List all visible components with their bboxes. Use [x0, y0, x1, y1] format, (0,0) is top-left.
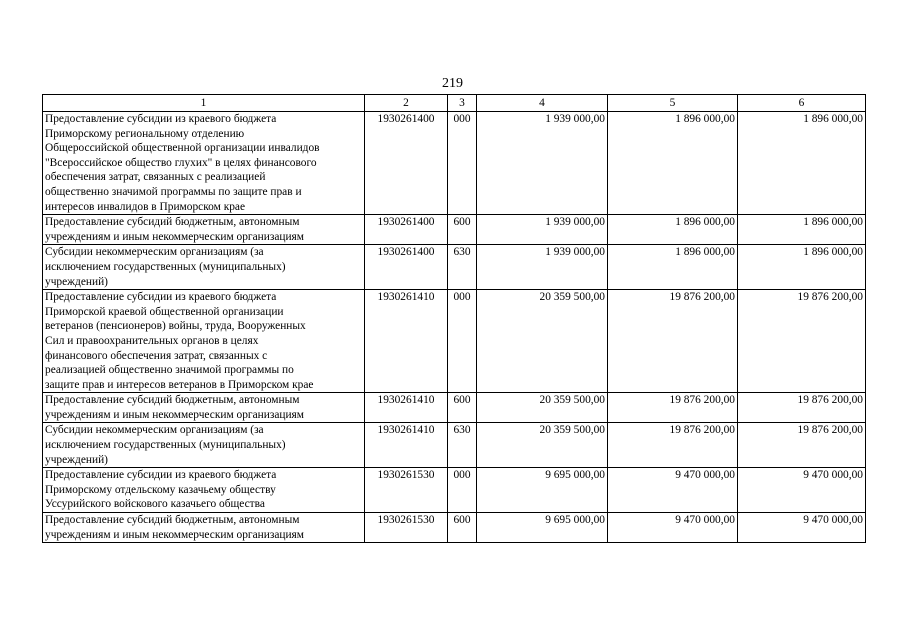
table-row — [43, 290, 866, 393]
row-amount-4: 1 939 000,00 — [477, 215, 608, 245]
row-amount-4: 1 939 000,00 — [477, 245, 608, 290]
column-header-4: 4 — [477, 95, 608, 112]
row-amount-4: 9 695 000,00 — [477, 513, 608, 543]
row-name-line: Общероссийской общественной организации инвалидов — [45, 142, 320, 155]
row-code: 1930261400 — [365, 215, 448, 245]
row-name — [43, 112, 365, 215]
row-name-line: интересов инвалидов в Приморском крае — [45, 200, 246, 213]
row-type: 600 — [448, 393, 477, 423]
row-name-line: Предоставление субсидий бюджетным, автономным — [45, 216, 300, 229]
row-name-line: Субсидии некоммерческим организациям (за — [45, 424, 264, 437]
row-name-line: учреждений) — [45, 275, 108, 288]
row-type: 630 — [448, 423, 477, 468]
row-name — [43, 423, 365, 468]
row-name-line: Предоставление субсидий бюджетным, автономным — [45, 514, 300, 527]
row-name — [43, 290, 365, 393]
row-amount-6: 9 470 000,00 — [738, 513, 866, 543]
table-row — [43, 112, 866, 215]
row-name — [43, 513, 365, 543]
row-name-line: общественно значимой программы по защите прав и — [45, 185, 302, 198]
table-row — [43, 393, 866, 423]
table-row — [43, 513, 866, 543]
row-amount-4: 20 359 500,00 — [477, 393, 608, 423]
row-code: 1930261400 — [365, 112, 448, 215]
row-amount-5: 19 876 200,00 — [608, 393, 738, 423]
table-body — [43, 112, 866, 543]
row-name-line: ветеранов (пенсионеров) войны, труда, Вооруженных — [45, 320, 306, 333]
row-name-line: Приморскому отдельскому казачьему обществу — [45, 483, 276, 496]
table-row — [43, 245, 866, 290]
row-amount-6: 19 876 200,00 — [738, 423, 866, 468]
row-type: 000 — [448, 468, 477, 513]
row-amount-6: 1 896 000,00 — [738, 112, 866, 215]
row-code: 1930261530 — [365, 513, 448, 543]
row-amount-5: 1 896 000,00 — [608, 245, 738, 290]
row-type: 600 — [448, 513, 477, 543]
row-amount-5: 19 876 200,00 — [608, 423, 738, 468]
row-name-line: Предоставление субсидий бюджетным, автономным — [45, 394, 300, 407]
row-name — [43, 468, 365, 513]
row-name — [43, 393, 365, 423]
row-name-line: Предоставление субсидии из краевого бюджета — [45, 291, 277, 304]
page-number: 219 — [442, 76, 463, 91]
row-name-line: "Всероссийское общество глухих" в целях финансового — [45, 156, 317, 169]
row-name-line: исключением государственных (муниципальных) — [45, 439, 286, 452]
row-amount-6: 1 896 000,00 — [738, 215, 866, 245]
budget-table — [42, 94, 866, 543]
row-name-line: учреждениям и иным некоммерческим организациям — [45, 230, 305, 243]
row-code: 1930261400 — [365, 245, 448, 290]
row-name-line: учреждений) — [45, 453, 108, 466]
row-amount-6: 19 876 200,00 — [738, 290, 866, 393]
row-name-line: учреждениям и иным некоммерческим организациям — [45, 408, 305, 421]
row-amount-5: 9 470 000,00 — [608, 513, 738, 543]
row-name-line: Приморской краевой общественной организации — [45, 305, 284, 318]
row-type: 600 — [448, 215, 477, 245]
row-type: 630 — [448, 245, 477, 290]
row-name-line: исключением государственных (муниципальных) — [45, 260, 286, 273]
row-amount-5: 1 896 000,00 — [608, 215, 738, 245]
row-code: 1930261410 — [365, 423, 448, 468]
row-name-line: Уссурийского войскового казачьего общества — [45, 498, 265, 511]
row-name-line: учреждениям и иным некоммерческим организациям — [45, 528, 305, 541]
column-header-3: 3 — [448, 95, 477, 112]
row-code: 1930261410 — [365, 393, 448, 423]
row-code: 1930261410 — [365, 290, 448, 393]
column-header-6: 6 — [738, 95, 866, 112]
table-row — [43, 215, 866, 245]
row-name — [43, 245, 365, 290]
row-amount-4: 1 939 000,00 — [477, 112, 608, 215]
row-amount-5: 9 470 000,00 — [608, 468, 738, 513]
row-name-line: обеспечения затрат, связанных с реализацией — [45, 171, 266, 184]
row-amount-6: 1 896 000,00 — [738, 245, 866, 290]
column-header-5: 5 — [608, 95, 738, 112]
row-type: 000 — [448, 290, 477, 393]
row-name-line: Предоставление субсидии из краевого бюджета — [45, 113, 277, 125]
row-amount-6: 9 470 000,00 — [738, 468, 866, 513]
row-name-line: Предоставление субсидии из краевого бюджета — [45, 469, 277, 482]
row-name-line: реализацией общественно значимой программы по — [45, 364, 294, 377]
row-amount-4: 20 359 500,00 — [477, 423, 608, 468]
table-row — [43, 468, 866, 513]
row-amount-4: 9 695 000,00 — [477, 468, 608, 513]
row-name-line: Приморскому региональному отделению — [45, 127, 245, 140]
row-name-line: финансового обеспечения затрат, связанных с — [45, 349, 268, 362]
header-row — [43, 95, 866, 112]
row-amount-5: 1 896 000,00 — [608, 112, 738, 215]
row-name-line: Субсидии некоммерческим организациям (за — [45, 246, 264, 259]
column-header-1: 1 — [43, 95, 365, 112]
row-amount-6: 19 876 200,00 — [738, 393, 866, 423]
column-header-2: 2 — [365, 95, 448, 112]
row-amount-4: 20 359 500,00 — [477, 290, 608, 393]
table-row — [43, 423, 866, 468]
row-name-line: защите прав и интересов ветеранов в Приморском крае — [45, 378, 314, 391]
row-code: 1930261530 — [365, 468, 448, 513]
row-name-line: Сил и правоохранительных органов в целях — [45, 334, 259, 347]
row-amount-5: 19 876 200,00 — [608, 290, 738, 393]
row-name — [43, 215, 365, 245]
row-type: 000 — [448, 112, 477, 215]
